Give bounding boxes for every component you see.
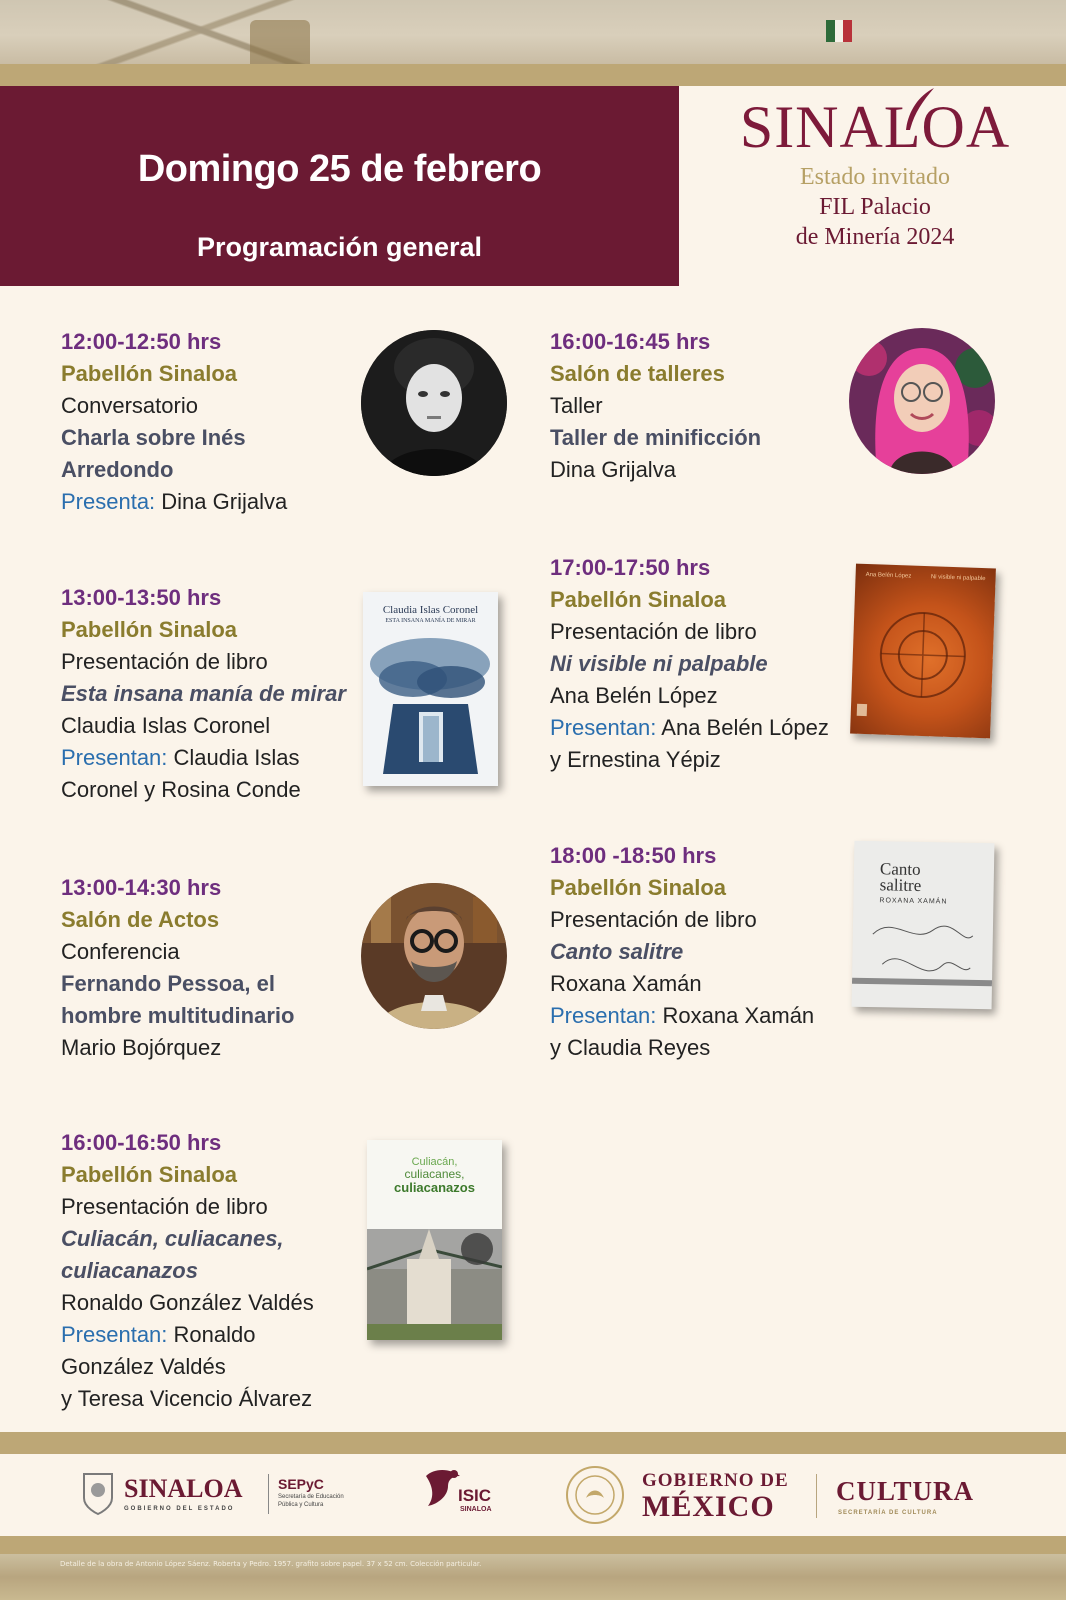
presenters-label: Presenta:: [61, 489, 156, 514]
event-author: Claudia Islas Coronel: [61, 713, 271, 738]
event-item: [61, 326, 287, 518]
ship-hull-artwork: [250, 20, 310, 64]
footer-isic: ISIC: [458, 1486, 492, 1505]
artwork-credit: Detalle de la obra de Antonio López Sáenz. Roberta y Pedro. 1957. grafito sobre papel. 37 x 52 cm. Colección particular.: [60, 1560, 482, 1568]
event-item: [61, 582, 346, 806]
event-type: Presentación de libro: [61, 1194, 268, 1219]
event-title: Canto salitre: [550, 939, 684, 964]
event-author: Mario Bojórquez: [61, 1035, 222, 1060]
event-venue: Salón de talleres: [550, 361, 725, 386]
presenters-names-cont: y Ernestina Yépiz: [550, 747, 721, 772]
top-gold-stripe: [0, 64, 1066, 86]
event-title: Esta insana manía de mirar: [61, 681, 346, 706]
presenters-names-cont: González Valdés: [61, 1354, 226, 1379]
presenters-label: Presentan:: [550, 1003, 657, 1028]
book-cover-ni-visible: [850, 564, 996, 739]
cover-author: Claudia Islas Coronel: [382, 604, 479, 616]
event-item: [550, 840, 814, 1064]
event-title: Taller de minificción: [550, 425, 762, 450]
event-item: [61, 872, 294, 1064]
footer-isic-sub: SINALOA: [460, 1506, 492, 1513]
cover-title-1: Canto: [879, 859, 921, 879]
presenters-label: Presentan:: [550, 715, 657, 740]
event-author: Ronaldo González Valdés: [61, 1290, 314, 1315]
footer-sinaloa-sub: GOBIERNO DEL ESTADO: [124, 1506, 235, 1512]
event-item: [550, 326, 761, 486]
footer-cultura: CULTURA: [836, 1476, 975, 1506]
event-title: Culiacán, culiacanes,: [61, 1226, 284, 1251]
page-subtitle: Programación general: [196, 232, 483, 262]
presenters-names: Claudia Islas: [167, 745, 300, 770]
footer-mexico: MÉXICO: [642, 1490, 775, 1523]
event-type: Presentación de libro: [550, 619, 757, 644]
event-venue: Salón de Actos: [61, 907, 220, 932]
event-presenters: [61, 486, 287, 518]
book-cover-canto-salitre: [852, 841, 995, 1009]
book-cover-insana: [363, 592, 498, 786]
event-time: 16:00-16:45 hrs: [550, 329, 711, 354]
footer-gold-stripe-bottom: [0, 1536, 1066, 1554]
footer-sepyc-sub2: Pública y Cultura: [278, 1502, 324, 1508]
footer-divider: [816, 1474, 817, 1518]
header-banner: [0, 86, 679, 286]
portrait-illustration: [361, 883, 507, 1029]
top-artwork-band: [0, 0, 1066, 64]
cover-illustration: [852, 904, 994, 1009]
logo-guest-state: Estado invitado: [800, 164, 950, 190]
ship-rigging-artwork: [10, 0, 430, 64]
quill-icon: [890, 86, 940, 146]
cover-title-1: Culiacán,: [411, 1156, 458, 1168]
footer-logos: [0, 1452, 1066, 1536]
event-title-cont: Arredondo: [61, 457, 174, 482]
speaker-photo-mario: [361, 883, 507, 1029]
presenters-names-cont: Coronel y Rosina Conde: [61, 777, 301, 802]
cover-author: Ana Belén López: [865, 571, 912, 580]
presenters-label: Presentan:: [61, 745, 168, 770]
event-title: Ni visible ni palpable: [550, 651, 768, 676]
speaker-photo-ines: [361, 330, 507, 476]
logo-wordmark: [740, 92, 1010, 162]
event-time: 18:00 -18:50 hrs: [550, 843, 717, 868]
event-venue: Pabellón Sinaloa: [550, 875, 727, 900]
event-type: Conferencia: [61, 939, 180, 964]
footer-sepyc-sub1: Secretaría de Educación: [278, 1494, 344, 1500]
cover-illustration: [850, 578, 995, 733]
mexico-seal-icon: [564, 1464, 626, 1526]
speaker-photo-dina: [849, 328, 995, 474]
cover-title: ESTA INSANA MANÍA DE MIRAR: [385, 618, 476, 624]
presenters-names: Ana Belén López: [656, 715, 829, 740]
footer-sinaloa: SINALOA: [124, 1474, 243, 1503]
event-venue: Pabellón Sinaloa: [61, 361, 238, 386]
sinaloa-shield-icon: [80, 1470, 116, 1516]
footer-gold-stripe-top: [0, 1432, 1066, 1454]
event-title-cont: culiacanazos: [61, 1258, 198, 1283]
cover-illustration: [367, 1209, 502, 1340]
footer-divider: [268, 1474, 269, 1514]
footer-gobierno: GOBIERNO DE: [642, 1470, 789, 1491]
presenters-names-cont: y Teresa Vicencio Álvarez: [61, 1386, 313, 1411]
event-time: 13:00-13:50 hrs: [61, 585, 222, 610]
cover-author: ROXANA XAMÁN: [879, 897, 948, 906]
presenters-names: Roxana Xamán: [656, 1003, 815, 1028]
sinaloa-guest-logo: [700, 92, 1050, 252]
event-author: Ana Belén López: [550, 683, 718, 708]
event-type: Presentación de libro: [61, 649, 268, 674]
event-author: Roxana Xamán: [550, 971, 702, 996]
event-type: Presentación de libro: [550, 907, 757, 932]
logo-name: SINALOA: [739, 94, 1011, 160]
footer-sepyc: SEPyC: [278, 1476, 324, 1492]
event-item: [61, 1127, 314, 1415]
event-venue: Pabellón Sinaloa: [61, 1162, 238, 1187]
presenters-names: Dina Grijalva: [155, 489, 288, 514]
event-venue: Pabellón Sinaloa: [550, 587, 727, 612]
portrait-illustration: [361, 330, 507, 476]
event-title-cont: hombre multitudinario: [61, 1003, 295, 1028]
mexican-flag-icon: [826, 20, 852, 42]
event-presenters: [550, 1000, 814, 1032]
event-presenters: [550, 712, 829, 744]
book-cover-culiacan: [367, 1140, 502, 1340]
event-item: [550, 552, 829, 776]
event-author: Dina Grijalva: [550, 457, 676, 482]
portrait-illustration: [849, 328, 995, 474]
cover-title: Ni visible ni palpable: [930, 574, 986, 583]
presenters-names-cont: y Claudia Reyes: [550, 1035, 711, 1060]
cover-title-2: culiacanes,: [404, 1167, 465, 1181]
event-title: Fernando Pessoa, el: [61, 971, 275, 996]
presenters-names: Ronaldo: [167, 1322, 256, 1347]
event-type: Taller: [550, 393, 603, 418]
page-title: Domingo 25 de febrero: [137, 148, 542, 190]
event-time: 12:00-12:50 hrs: [61, 329, 222, 354]
event-time: 16:00-16:50 hrs: [61, 1130, 222, 1155]
event-presenters: [61, 742, 346, 774]
event-venue: Pabellón Sinaloa: [61, 617, 238, 642]
footer-cultura-sub: SECRETARÍA DE CULTURA: [838, 1510, 938, 1516]
event-time: 13:00-14:30 hrs: [61, 875, 222, 900]
event-presenters: [61, 1319, 314, 1351]
event-time: 17:00-17:50 hrs: [550, 555, 711, 580]
cover-title-2: salitre: [879, 875, 922, 895]
cover-illustration: [363, 624, 498, 784]
event-title: Charla sobre Inés: [61, 425, 246, 450]
event-type: Conversatorio: [61, 393, 198, 418]
presenters-label: Presentan:: [61, 1322, 168, 1347]
cover-title-3: culiacanazos: [394, 1180, 475, 1195]
logo-fair-name: FIL Palacio: [819, 194, 931, 220]
logo-fair-year: de Minería 2024: [795, 224, 955, 250]
